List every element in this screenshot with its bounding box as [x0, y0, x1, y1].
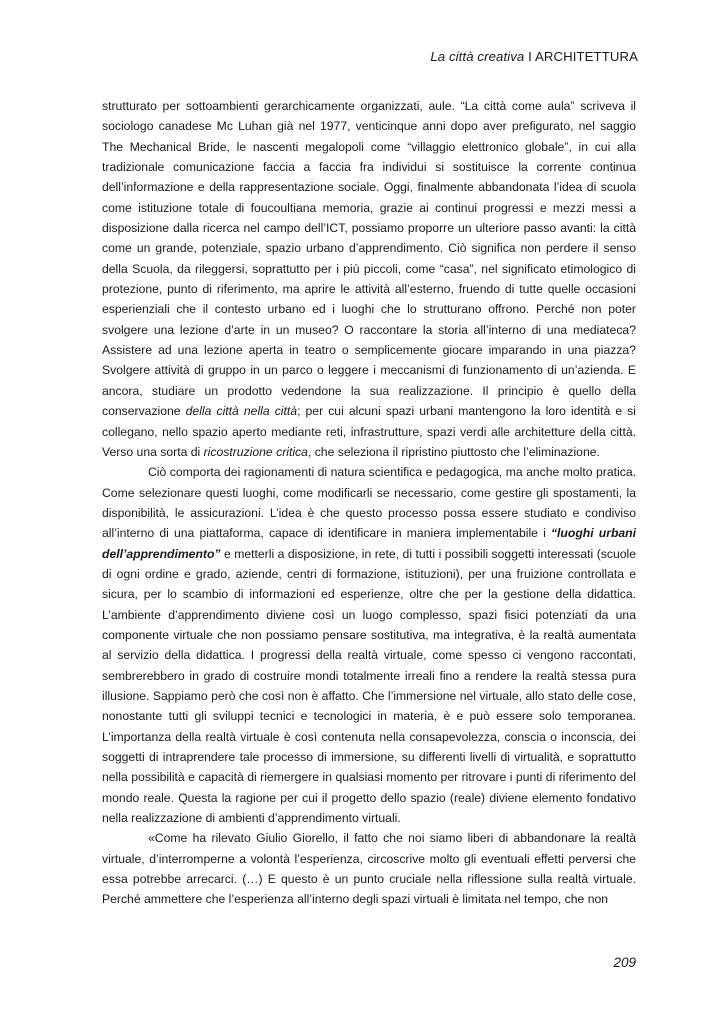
italic-bold-phrase: “luoghi urbani dell’apprendimento” — [102, 526, 636, 561]
italic-phrase: ricostruzione critica — [203, 444, 308, 459]
running-header — [430, 49, 638, 64]
text-run: , che seleziona il ripristino piuttosto che l’eliminazione. — [307, 444, 600, 459]
text-run: e metterli a disposizione, in rete, di tutti i possibili soggetti interessati (scuole di ogni ordine e grado, aziende, centri di formazione, istituzioni), per una fruizione controllata e sicura, per lo scambio di informazioni ed esperienze, oltre che per la gestione della didattica. L’ambiente d’apprendimento diviene così un luogo complesso, spazi fisici potenziati da una componente virtuale che non possiamo pensare sostitutiva, ma integrativa, è la realtà aumentata al servizio della didattica. I progressi della realtà virtuale, come spesso ci vengono raccontati, sembrerebbero in grado di costruire mondi totalmente irreali fino a rendere la realtà stessa pura illusione. Sappiamo però che così non è affatto. Che l’immersione nel virtuale, allo stato delle cose, nonostante tutti gli sviluppi tecnici e tecnologici in materia, è e può essere solo temporanea. L’importanza della realtà virtuale è così contenuta nella consapevolezza, conscia o inconscia, dei soggetti di intraprendere tale processo di immersione, su differenti livelli di virtualità, e soprattutto nella possibilità e capacità di riemergere in qualsiasi momento per ritrovare i punti di riferimento del mondo reale. Questa la ragione per cui il progetto dello spazio (reale) diviene elemento fondativo nella realizzazione di ambienti d’apprendimento virtuali. — [102, 546, 636, 826]
paragraph-3 — [102, 828, 636, 909]
body-text — [102, 96, 636, 910]
paragraph-2 — [102, 462, 636, 828]
text-run: ; per cui alcuni spazi urbani mantengono la loro identità e si collegano, nello spazio aperto mediante reti, infrastrutture, spazi verdi alle architetture della città. Verso una sorta di — [102, 404, 636, 459]
text-run: strutturato per sottoambienti gerarchicamente organizzati, aule. “La città come aula” scriveva il sociologo canadese Mc Luhan già nel 1977, venticinque anni dopo aver prefigurato, nel saggio The Mechanical Bride, le nascenti megalopoli come “villaggio elettronico globale”, in cui alla tradizionale comunicazione faccia a faccia fra individui si sostituisce la corrente continua dell’informazione e della rappresentazione sociale. Oggi, finalmente abbandonata l’idea di scuola come istituzione totale di foucoultiana memoria, grazie ai continui progressi e mezzi messi a disposizione dalla ricerca nel campo dell’ICT, possiamo proporre un ulteriore passo avanti: la città come un grande, potenziale, spazio urbano d’apprendimento. Ciò significa non perdere il senso della Scuola, da rileggersi, soprattutto per i più piccoli, come “casa”, nel significato etimologico di protezione, punto di riferimento, ma aprire le attività all’esterno, fruendo di tutte quelle occasioni esperienziali che il contesto urbano ed i luoghi che lo strutturano offrono. Perché non poter svolgere una lezione d’arte in un museo? O raccontare la storia all’interno di una mediateca? Assistere ad una lezione aperta in teatro o semplicemente giocare imparando in una piazza? Svolgere attività di gruppo in un parco o leggere i meccanismi di funzionamento di un’azienda. E ancora, studiare un prodotto vedendone la sua realizzazione. Il principio è quello della conservazione — [102, 99, 636, 419]
section-name: ARCHITETTURA — [534, 49, 638, 64]
header-separator: I — [524, 49, 535, 64]
paragraph-1 — [102, 96, 636, 462]
book-title: La città creativa — [430, 49, 525, 64]
italic-phrase: della città nella città — [185, 404, 298, 419]
text-run: Ciò comporta dei ragionamenti di natura scientifica e pedagogica, ma anche molto pratica. Come selezionare questi luoghi, come modificarli se necessario, come gestire gli spostamenti, la disponibilità, le assicurazioni. L’idea è che questo processo possa essere studiato e condiviso all’interno di una piattaforma, capace di identificare in maniera implementabile i — [102, 465, 636, 541]
page-number: 209 — [613, 955, 636, 970]
text-run: «Come ha rilevato Giulio Giorello, il fatto che noi siamo liberi di abbandonare la realtà virtuale, d’interromperne a volontà l’esperienza, circoscrive molto gli eventuali effetti perversi che essa potrebbe arrecarci. (…) E questo è un punto cruciale nella riflessione sulla realtà virtuale. Perché ammettere che l’esperienza all’interno degli spazi virtuali è limitata nel tempo, che non — [102, 831, 636, 907]
